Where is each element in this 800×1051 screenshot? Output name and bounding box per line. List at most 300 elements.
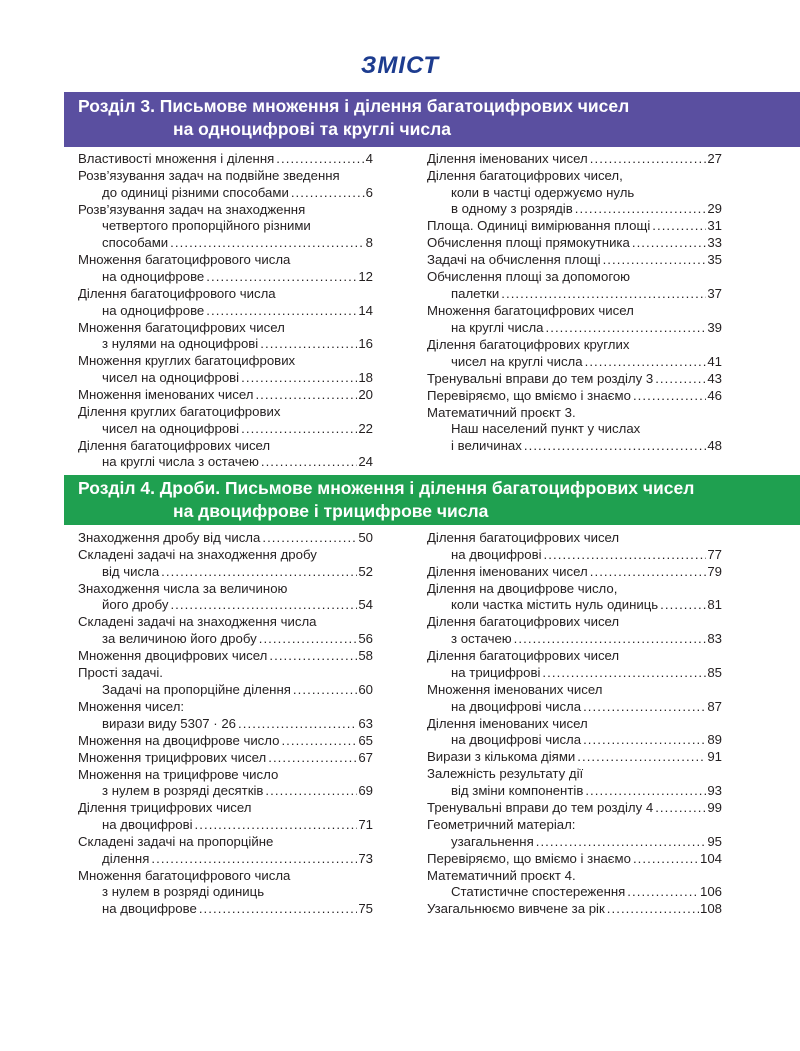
toc-entry-line [78,286,373,303]
toc-entry-line [427,252,722,269]
toc-entry-line [427,648,722,665]
toc-entry-line [427,151,722,168]
dot-leader [195,817,358,834]
toc-entry[interactable] [78,353,373,386]
toc-entry-line [78,783,373,800]
toc-entry-text: Обчислення площі прямокутника [427,235,630,251]
toc-entry-line [78,454,373,471]
toc-entry-text: Ділення багатоцифрового числа [78,285,276,301]
toc-entry[interactable] [427,817,722,850]
toc-page-number: 12 [358,268,373,284]
toc-page-number: 16 [358,336,373,352]
toc-entry-text: до одиниці різними способами [102,184,289,200]
toc-entry-line [78,868,373,885]
toc-entry-line [427,371,722,388]
page-title: ЗМІСТ [360,52,440,79]
toc-entry-line [78,817,373,834]
dot-leader [660,597,706,614]
toc-entry-line [427,547,722,564]
toc-entry-text: на круглі числа [451,319,544,335]
toc-entry-text: чисел на одноцифрові [102,420,240,436]
toc-entry-line [427,851,722,868]
toc-entry-line [78,530,373,547]
toc-entry-text: з нулем в розряді десятків [102,783,264,799]
section-4-heading [64,475,800,525]
toc-page-number: 85 [707,664,722,680]
toc-entry[interactable] [427,800,722,817]
toc-entry[interactable] [427,564,722,581]
dot-leader [585,354,707,371]
toc-entry-text: на двоцифрові числа [451,732,582,748]
toc-entry[interactable] [78,252,373,285]
toc-page-number: 48 [707,437,722,453]
toc-page-number: 106 [699,884,722,900]
toc-entry-line [78,597,373,614]
toc-entry[interactable] [427,648,722,681]
toc-entry-text: з нулями на одноцифрові [102,336,259,352]
toc-entry-line [427,868,722,885]
toc-entry-line [427,421,722,438]
toc-entry-text: палетки [451,286,500,302]
dot-leader [260,336,357,353]
toc-entry-line [427,201,722,218]
dot-leader [590,564,707,581]
toc-entry-line [78,901,373,918]
toc-entry-text: ділення [102,850,150,866]
toc-entry[interactable] [427,614,722,647]
toc-entry[interactable] [427,901,722,918]
toc-entry-text: на двоцифрові [102,816,193,832]
toc-entry-text: Статистичне спостереження [451,884,626,900]
toc-page-number: 95 [707,833,722,849]
toc-page-number: 75 [358,901,373,917]
toc-entry-text: Геометричний матеріал: [427,816,576,832]
dot-leader [291,185,365,202]
dot-leader [241,421,357,438]
dot-leader [206,269,357,286]
toc-entry-line [427,682,722,699]
toc-entry[interactable] [78,868,373,918]
toc-entry-line [427,337,722,354]
toc-page-number: 89 [707,732,722,748]
toc-entry-text: Задачі на обчислення площі [427,252,601,268]
toc-entry-text: Ділення на двоцифрове число, [427,580,618,596]
toc-entry[interactable] [78,438,373,471]
toc-entry-text: Розв’язування задач на подвійне зведення [78,168,340,183]
toc-page-number: 8 [365,235,373,251]
toc-entry-text: Задачі на пропорційне ділення [102,681,291,697]
toc-entry-line [427,732,722,749]
toc-page-number: 67 [358,749,373,765]
toc-entry-text: чисел на круглі числа [451,353,583,369]
toc-entry-text: на двоцифрові числа [451,698,582,714]
toc-entry-text: Множення іменованих чисел [427,681,603,697]
toc-entry-line [78,438,373,455]
toc-entry-text: Множення на трицифрове число [78,766,279,782]
toc-entry-text: від зміни компонентів [451,782,584,798]
section-heading-line: Розділ 3. Письмове множення і ділення багатоцифрових чисел [78,96,630,116]
toc-entry-line [427,530,722,547]
toc-page-number: 27 [707,151,722,166]
section-4-left-column [78,530,373,918]
toc-entry-line [427,303,722,320]
toc-entry-line [427,749,722,766]
dot-leader [259,631,358,648]
toc-page-number: 43 [707,370,722,386]
toc-entry-text: Ділення іменованих чисел [427,563,588,579]
toc-entry-text: Множення багатоцифрового числа [78,867,291,883]
toc-entry-line [78,665,373,682]
dot-leader [238,716,357,733]
toc-entry-line [78,404,373,421]
toc-entry-text: Перевіряємо, що вміємо і знаємо [427,850,631,866]
toc-entry-text: з нулем в розряді одиниць [102,884,265,900]
toc-entry-line [427,783,722,800]
toc-page-number: 69 [358,783,373,799]
toc-entry-text: Ділення багатоцифрових круглих [427,336,630,352]
dot-leader [633,388,706,405]
toc-entry[interactable] [78,286,373,319]
toc-entry-line [427,438,722,455]
toc-page-number: 93 [707,782,722,798]
toc-entry-text: Прості задачі. [78,665,163,681]
toc-entry-line [427,185,722,202]
toc-entry-line [427,766,722,783]
dot-leader [633,851,699,868]
toc-entry-text: вирази виду 5307 · 26 [102,715,237,731]
toc-page-number: 79 [707,563,722,579]
toc-entry[interactable] [427,749,722,766]
toc-entry-text: і величинах [451,437,522,453]
toc-entry[interactable] [78,404,373,437]
toc-entry-line [427,597,722,614]
toc-entry[interactable] [427,151,722,168]
toc-entry[interactable] [427,252,722,269]
toc-entry[interactable] [78,834,373,867]
toc-entry[interactable] [427,371,722,388]
toc-entry-line [78,168,373,185]
toc-page-number: 58 [358,648,373,664]
toc-entry-text: Ділення круглих багатоцифрових [78,403,281,419]
toc-entry-text: на двоцифрові [451,546,542,562]
toc-entry-text: узагальнення [451,833,534,849]
toc-entry-line [427,320,722,337]
toc-entry-line [78,303,373,320]
toc-page-number: 4 [365,151,373,166]
toc-entry-text: Наш населений пункт у числах [451,421,641,437]
toc-entry[interactable] [78,800,373,833]
toc-entry-text: Множення багатоцифрових чисел [427,303,634,319]
toc-entry-text: Ділення багатоцифрових чисел [78,437,271,453]
toc-entry[interactable] [78,387,373,404]
dot-leader [583,699,706,716]
toc-entry-line [427,168,722,185]
toc-entry-text: коли в частці одержуємо нуль [451,184,635,200]
toc-entry-line [78,564,373,581]
toc-entry[interactable] [427,766,722,799]
toc-entry[interactable] [427,530,722,563]
toc-entry[interactable] [78,168,373,201]
toc-page-number: 39 [707,319,722,335]
toc-page-number: 108 [699,901,722,917]
toc-entry[interactable] [427,218,722,235]
toc-entry-line [78,716,373,733]
toc-entry-text: Складені задачі на знаходження дробу [78,547,317,562]
toc-entry[interactable] [427,682,722,715]
toc-entry-line [78,750,373,767]
dot-leader [583,732,706,749]
toc-entry[interactable] [427,388,722,405]
toc-page-number: 24 [358,454,373,470]
toc-entry-text: від числа [102,563,160,579]
dot-leader [241,370,357,387]
toc-entry-line [427,884,722,901]
toc-entry[interactable] [78,581,373,614]
section-4-right-column [427,530,722,918]
toc-page-number: 41 [707,353,722,369]
section-heading-line: на одноцифрові та круглі числа [173,119,451,139]
toc-entry[interactable] [427,581,722,614]
toc-entry-line [78,699,373,716]
toc-entry-text: на круглі числа з остачею [102,454,259,470]
toc-entry-text: на одноцифрове [102,302,205,318]
toc-page-number: 81 [707,597,722,613]
toc-entry-text: Вирази з кількома діями [427,749,576,765]
dot-leader [655,800,706,817]
toc-entry-text: способами [102,235,169,251]
toc-entry-line [78,353,373,370]
dot-leader [151,851,357,868]
toc-entry-text: Множення чисел: [78,698,185,714]
toc-entry-line [78,151,373,168]
toc-entry-text: Математичний проєкт 3. [427,404,576,420]
toc-entry-line [427,665,722,682]
dot-leader [281,733,357,750]
toc-entry[interactable] [78,202,373,252]
toc-entry-line [427,405,722,422]
toc-entry-text: на трицифрові [451,664,541,680]
toc-entry[interactable] [78,665,373,698]
section-heading-line: Розділ 4. Дроби. Письмове множення і ділення багатоцифрових чисел [78,478,695,498]
toc-page-number: 73 [358,850,373,866]
toc-entry[interactable] [78,614,373,647]
toc-entry-text: Множення багатоцифрового числа [78,252,291,268]
dot-leader [575,201,707,218]
dot-leader [199,901,358,918]
toc-entry-text: в одному з розрядів [451,201,573,217]
toc-entry-text: Множення трицифрових чисел [78,749,267,765]
dot-leader [161,564,357,581]
toc-entry-line [78,336,373,353]
toc-entry-line [78,235,373,252]
toc-page-number: 77 [707,546,722,562]
toc-entry-line [78,614,373,631]
dot-leader [206,303,357,320]
toc-entry-text: Перевіряємо, що вміємо і знаємо [427,387,631,403]
toc-entry-line [427,286,722,303]
toc-entry-line [427,631,722,648]
toc-page-number: 63 [358,715,373,731]
toc-entry-text: Ділення іменованих чисел [427,715,588,731]
toc-page-number: 18 [358,369,373,385]
toc-entry-text: Ділення іменованих чисел [427,151,588,166]
toc-entry-line [427,581,722,598]
dot-leader [269,648,357,665]
toc-entry-line [78,631,373,648]
toc-entry-text: чисел на одноцифрові [102,369,240,385]
dot-leader [590,151,707,168]
toc-page-number: 52 [358,563,373,579]
dot-leader [170,597,357,614]
toc-page-number: 99 [707,799,722,815]
toc-entry-text: Властивості множення і ділення [78,151,275,166]
toc-entry-line [427,901,722,918]
toc-entry-text: Знаходження числа за величиною [78,580,288,596]
toc-entry[interactable] [427,716,722,749]
dot-leader [514,631,707,648]
dot-leader [255,387,357,404]
toc-entry[interactable] [427,868,722,901]
toc-entry-line [78,320,373,337]
toc-page-number: 29 [707,201,722,217]
dot-leader [632,235,706,252]
toc-entry-text: Обчислення площі за допомогою [427,269,631,285]
toc-entry-line [427,716,722,733]
dot-leader [585,783,706,800]
toc-entry[interactable] [78,151,373,168]
dot-leader [627,884,699,901]
toc-page-number: 35 [707,252,722,268]
toc-entry-line [78,370,373,387]
toc-entry[interactable] [78,320,373,353]
dot-leader [542,665,706,682]
toc-entry-text: Ділення багатоцифрових чисел [427,614,620,630]
toc-entry-line [78,733,373,750]
toc-entry[interactable] [427,269,722,302]
toc-page-number: 33 [707,235,722,251]
toc-page-number: 56 [358,631,373,647]
toc-page-number: 71 [358,816,373,832]
toc-entry-text: за величиною його дробу [102,631,257,647]
toc-entry-line [427,699,722,716]
toc-entry[interactable] [78,733,373,750]
toc-entry[interactable] [427,235,722,252]
toc-page-number: 6 [365,184,373,200]
toc-entry-text: Ділення багатоцифрових чисел [427,648,620,664]
toc-entry-line [427,614,722,631]
toc-entry-text: Знаходження дробу від числа [78,530,261,545]
toc-entry-text: Множення багатоцифрових чисел [78,319,285,335]
toc-entry-line [427,269,722,286]
toc-page-number: 60 [358,681,373,697]
section-3-left-column [78,151,373,471]
toc-entry-text: на двоцифрове [102,901,197,917]
toc-entry-text: Ділення трицифрових чисел [78,800,252,816]
toc-entry-line [78,648,373,665]
toc-entry-line [78,834,373,851]
toc-page-number: 65 [358,732,373,748]
toc-entry-text: четвертого пропорційного різними [102,218,311,234]
dot-leader [655,371,706,388]
toc-entry-text: Площа. Одиниці вимірювання площі [427,218,651,234]
dot-leader [577,749,706,766]
toc-entry-text: з остачею [451,631,512,647]
toc-page-number: 104 [699,850,722,866]
toc-entry-line [78,202,373,219]
toc-entry-line [427,354,722,371]
toc-page-number: 46 [707,387,722,403]
toc-entry-text: Множення круглих багатоцифрових [78,353,296,369]
toc-entry[interactable] [78,750,373,767]
toc-entry-line [427,817,722,834]
toc-entry-line [78,252,373,269]
dot-leader [262,530,357,547]
toc-page-number: 54 [358,597,373,613]
toc-entry[interactable] [78,648,373,665]
toc-entry-line [78,547,373,564]
toc-page-number: 31 [707,218,722,234]
toc-page-number: 20 [358,386,373,402]
toc-entry-line [78,800,373,817]
dot-leader [293,682,357,699]
toc-page-number: 91 [707,749,722,765]
toc-entry-text: Залежність результату дії [427,766,584,782]
dot-leader [524,438,706,455]
toc-entry-text: Множення іменованих чисел [78,386,254,402]
toc-entry-line [427,834,722,851]
toc-entry-text: Складені задачі на пропорційне [78,833,274,849]
toc-entry-text: на одноцифрове [102,268,205,284]
toc-entry-line [78,218,373,235]
toc-entry-line [78,767,373,784]
dot-leader [607,901,699,918]
toc-page-number: 22 [358,420,373,436]
toc-entry-text: Узагальнюємо вивчене за рік [427,901,605,917]
dot-leader [501,286,706,303]
toc-entry-text: Множення на двоцифрове число [78,732,280,748]
toc-entry[interactable] [427,851,722,868]
dot-leader [652,218,706,235]
toc-entry[interactable] [78,547,373,580]
dot-leader [276,151,364,168]
toc-entry-line [427,564,722,581]
toc-entry[interactable] [427,303,722,336]
toc-entry[interactable] [78,530,373,547]
toc-entry-line [78,269,373,286]
section-3-right-column [427,151,722,455]
toc-entry-text: Ділення багатоцифрових чисел [427,530,620,545]
section-heading-line: на двоцифрове і трицифрове числа [173,501,489,521]
toc-page-number: 50 [358,530,373,545]
toc-entry-line [78,884,373,901]
toc-entry-line [78,682,373,699]
toc-entry-text: Складені задачі на знаходження числа [78,614,317,630]
toc-entry-text: коли частка містить нуль одиниць [451,597,659,613]
toc-entry[interactable] [78,699,373,732]
toc-entry[interactable] [427,405,722,455]
toc-entry-text: Множення двоцифрових чисел [78,648,268,664]
toc-entry-line [427,235,722,252]
toc-entry[interactable] [427,168,722,218]
toc-entry-text: Тренувальні вправи до тем розділу 4 [427,799,654,815]
dot-leader [265,783,357,800]
toc-entry-text: Розв’язування задач на знаходження [78,201,306,217]
toc-entry[interactable] [427,337,722,370]
section-3-heading [64,92,800,147]
toc-page-number: 14 [358,302,373,318]
toc-entry[interactable] [78,767,373,800]
toc-entry-line [427,800,722,817]
